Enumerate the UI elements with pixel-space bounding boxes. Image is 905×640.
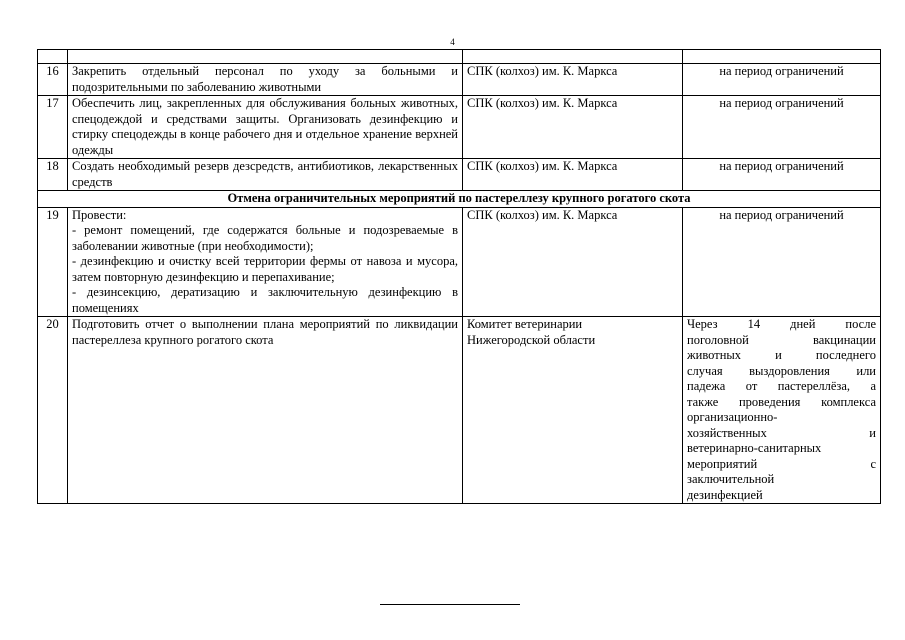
term-line: хозяйственных и — [687, 425, 876, 440]
action-cell: Закрепить отдельный персонал по уходу за больными и подозрительными по заболеванию животными — [68, 64, 463, 96]
table-row — [38, 96, 881, 159]
action-line: - дезинсекцию, дератизацию и заключительную дезинфекцию в помещениях — [72, 285, 458, 315]
term-line: Через 14 дней после — [687, 317, 876, 331]
row-number: 18 — [38, 159, 68, 191]
table-row — [38, 317, 881, 504]
table-row — [38, 64, 881, 96]
responsible-line: Комитет ветеринарии — [467, 317, 583, 331]
responsible-cell: СПК (колхоз) им. К. Маркса — [463, 207, 683, 317]
term-line: дезинфекцией — [687, 487, 763, 502]
term-line: ветеринарно-санитарных — [687, 441, 822, 455]
term-line: мероприятий с — [687, 456, 876, 471]
section-row — [38, 191, 881, 208]
term-cell: на период ограничений — [683, 207, 881, 317]
header-cell — [463, 50, 683, 64]
action-line: - дезинфекцию и очистку всей территории фермы от навоза и мусора, затем повторную дезинфекцию и перепахивание; — [72, 254, 458, 284]
term-line: организационно- — [687, 410, 778, 424]
term-cell: на период ограничений — [683, 159, 881, 191]
table-header-row — [38, 50, 881, 64]
action-cell: Создать необходимый резерв дезсредств, антибиотиков, лекарственных средств — [68, 159, 463, 191]
term-line: случая выздоровления или — [687, 363, 876, 378]
action-line: Провести: — [72, 207, 127, 222]
action-cell: Обеспечить лиц, закрепленных для обслуживания больных животных, спецодеждой и средствами защиты. Организовать дезинфекцию и стирку спецодежды в конце рабочего дня и отдельное хранение верхней одежды — [68, 96, 463, 159]
responsible-cell: СПК (колхоз) им. К. Маркса — [463, 64, 683, 96]
term-line: падежа от пастереллёза, а — [687, 379, 876, 393]
term-line: также проведения комплекса — [687, 394, 876, 409]
measures-table — [37, 49, 881, 504]
action-line: - ремонт помещений, где содержатся больные и подозреваемые в заболевании животные (при необходимости); — [72, 223, 458, 253]
header-cell — [683, 50, 881, 64]
header-cell — [68, 50, 463, 64]
footer-divider — [380, 604, 520, 605]
responsible-cell — [463, 317, 683, 504]
term-line: заключительной — [687, 472, 775, 486]
header-cell — [38, 50, 68, 64]
responsible-line: Нижегородской области — [467, 332, 596, 347]
responsible-cell: СПК (колхоз) им. К. Маркса — [463, 96, 683, 159]
term-cell — [683, 317, 881, 504]
row-number: 19 — [38, 207, 68, 317]
term-line: животных и последнего — [687, 348, 876, 362]
responsible-cell: СПК (колхоз) им. К. Маркса — [463, 159, 683, 191]
term-line: поголовной вакцинации — [687, 332, 876, 347]
action-cell — [68, 207, 463, 317]
action-cell: Подготовить отчет о выполнении плана мероприятий по ликвидации пастереллеза крупного рогатого скота — [68, 317, 463, 504]
table-row — [38, 207, 881, 317]
section-title: Отмена ограничительных мероприятий по пастереллезу крупного рогатого скота — [38, 191, 881, 208]
page-number: 4 — [450, 37, 455, 47]
term-cell: на период ограничений — [683, 96, 881, 159]
row-number: 17 — [38, 96, 68, 159]
term-cell: на период ограничений — [683, 64, 881, 96]
table-row — [38, 159, 881, 191]
row-number: 20 — [38, 317, 68, 504]
row-number: 16 — [38, 64, 68, 96]
